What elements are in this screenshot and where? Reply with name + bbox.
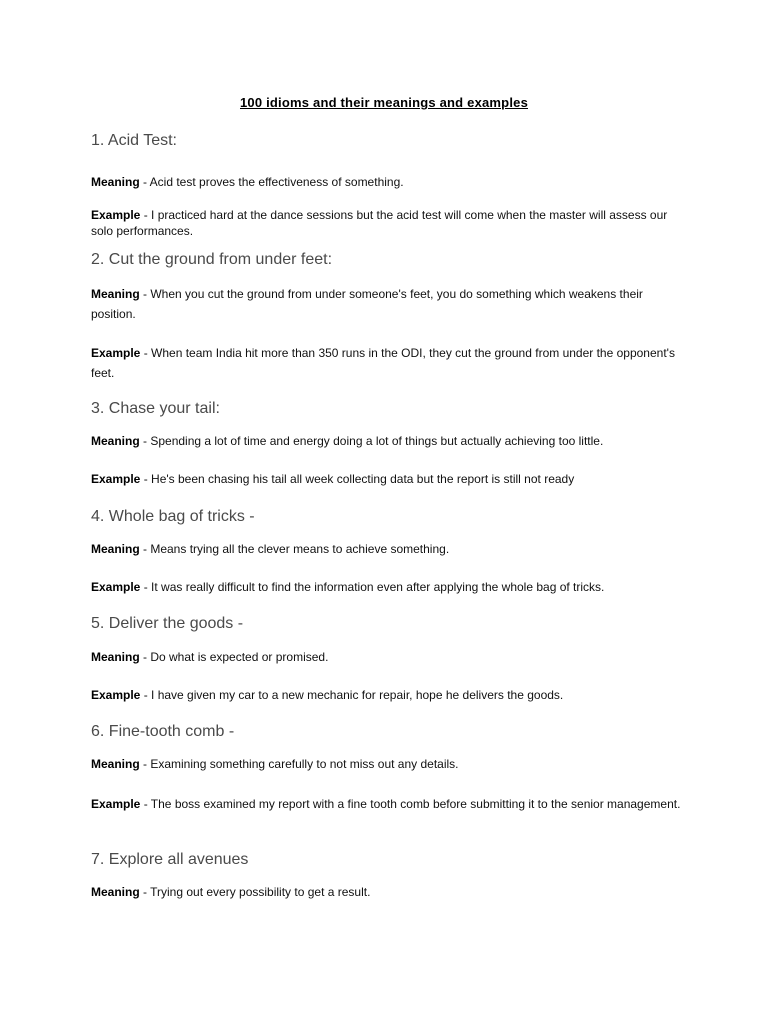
meaning-text: - Examining something carefully to not miss out any details. (139, 757, 459, 771)
example-text: - I have given my car to a new mechanic for repair, hope he delivers the goods. (140, 688, 564, 702)
idiom-meaning-7 (91, 885, 681, 901)
example-label: Example (91, 580, 141, 594)
idiom-example-2 (91, 343, 681, 383)
meaning-label: Meaning (91, 434, 140, 448)
meaning-label: Meaning (91, 885, 140, 899)
meaning-text: - Acid test proves the effectiveness of something. (139, 175, 404, 189)
meaning-label: Meaning (91, 757, 140, 771)
idiom-heading-3: 3. Chase your tail: (91, 400, 220, 417)
idiom-meaning-1 (91, 175, 681, 191)
example-text: - I practiced hard at the dance sessions but the acid test will come when the master will assess our solo performances. (91, 208, 668, 238)
example-text: - The boss examined my report with a fine tooth comb before submitting it to the senior management. (140, 797, 681, 811)
meaning-text: - Spending a lot of time and energy doing a lot of things but actually achieving too little. (139, 434, 604, 448)
idiom-example-3 (91, 472, 681, 488)
example-text: - It was really difficult to find the information even after applying the whole bag of tricks. (140, 580, 605, 594)
meaning-text: - Trying out every possibility to get a result. (139, 885, 371, 899)
example-label: Example (91, 472, 141, 486)
idiom-meaning-5 (91, 650, 681, 666)
idiom-meaning-2 (91, 284, 681, 324)
idiom-example-4 (91, 580, 681, 596)
idiom-meaning-6 (91, 757, 681, 773)
idiom-heading-4: 4. Whole bag of tricks - (91, 508, 255, 525)
meaning-label: Meaning (91, 175, 140, 189)
idiom-heading-2: 2. Cut the ground from under feet: (91, 251, 333, 268)
idiom-heading-6: 6. Fine-tooth comb - (91, 723, 235, 740)
idiom-example-6 (91, 794, 681, 814)
example-label: Example (91, 346, 141, 360)
example-label: Example (91, 688, 141, 702)
example-text: - When team India hit more than 350 runs in the ODI, they cut the ground from under the opponent's feet. (91, 346, 675, 380)
meaning-text: - Means trying all the clever means to achieve something. (139, 542, 450, 556)
meaning-label: Meaning (91, 542, 140, 556)
meaning-text: - Do what is expected or promised. (139, 650, 329, 664)
idiom-meaning-3 (91, 434, 681, 450)
meaning-text: - When you cut the ground from under someone's feet, you do something which weakens their position. (91, 287, 643, 321)
idiom-meaning-4 (91, 542, 681, 558)
idiom-heading-5: 5. Deliver the goods - (91, 615, 244, 632)
idiom-example-5 (91, 688, 681, 704)
example-label: Example (91, 797, 141, 811)
idiom-heading-1: 1. Acid Test: (91, 132, 177, 149)
meaning-label: Meaning (91, 650, 140, 664)
example-text: - He's been chasing his tail all week collecting data but the report is still not ready (140, 472, 575, 486)
meaning-label: Meaning (91, 287, 140, 301)
idiom-heading-7: 7. Explore all avenues (91, 851, 249, 868)
example-label: Example (91, 208, 141, 222)
idiom-example-1 (91, 208, 681, 239)
document-title: 100 idioms and their meanings and examples (240, 95, 528, 110)
